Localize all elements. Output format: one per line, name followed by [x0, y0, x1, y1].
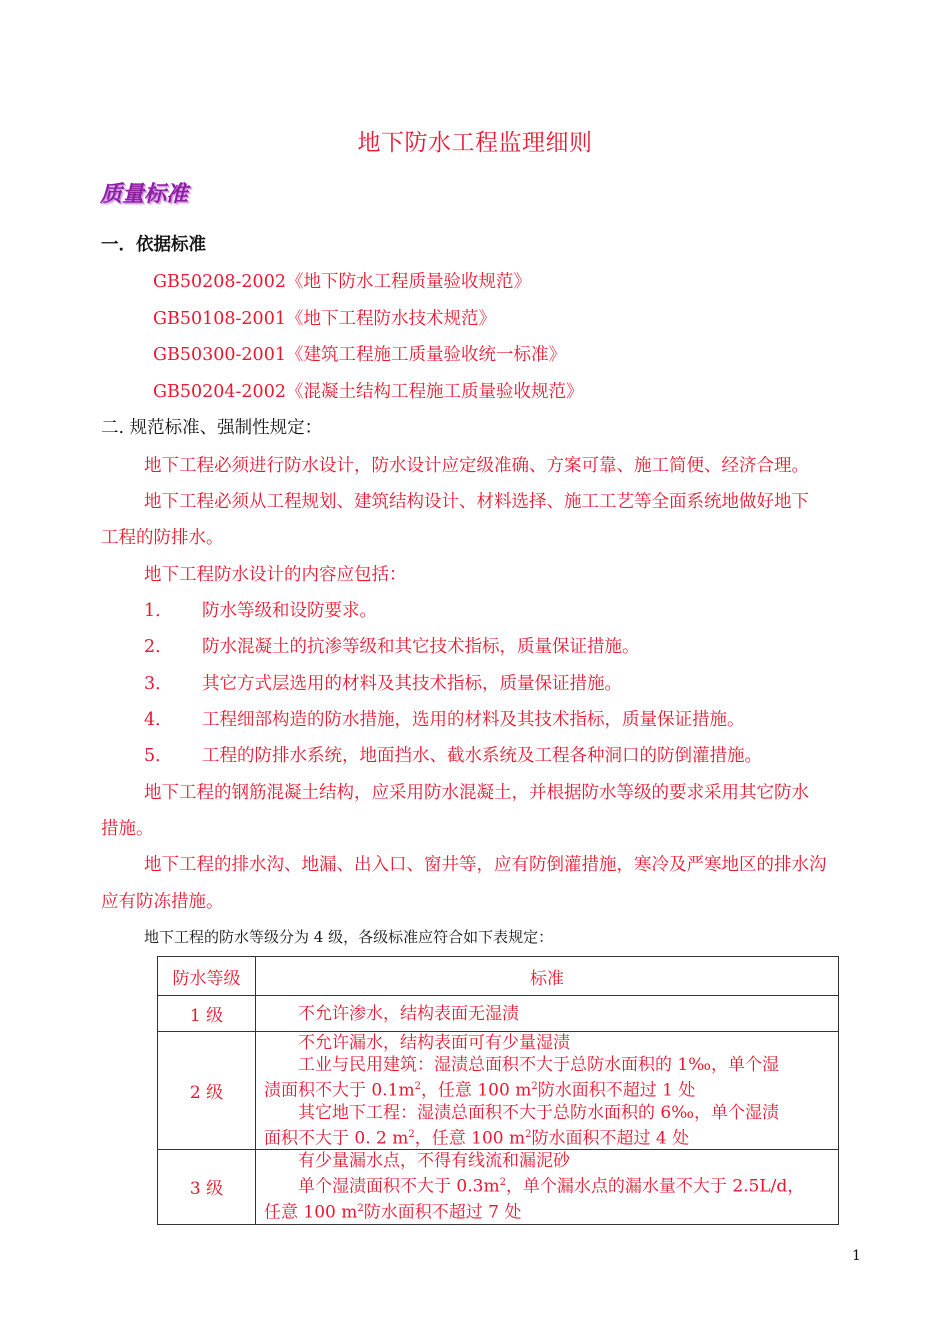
paragraph: 地下工程必须进行防水设计，防水设计应定级准确、方案可靠、施工简便、经济合理。: [144, 456, 809, 476]
standard-cell: [256, 1150, 839, 1224]
list-text: 其它方式层选用的材料及其技术指标，质量保证措施。: [202, 674, 622, 694]
standard-line: 任意 100 $m^2$防水面积不超过 7 处: [264, 1202, 522, 1223]
table-header-grade: 防水等级: [158, 957, 256, 996]
waterproof-grade-table: [157, 956, 839, 1225]
standard-cell: [256, 996, 839, 1032]
standard-line: 有少量漏水点，不得有线流和漏泥砂: [298, 1151, 570, 1172]
list-number: 2．: [144, 637, 173, 657]
standard-line: 工业与民用建筑：湿渍总面积不大于总防水面积的 1‰，单个湿: [298, 1055, 780, 1075]
section-heading: 质量标准: [100, 181, 189, 207]
list-text: 防水等级和设防要求。: [202, 601, 377, 621]
table-row: [158, 996, 839, 1032]
paragraph: 地下工程的排水沟、地漏、出入口、窗井等，应有防倒灌措施，寒冷及严寒地区的排水沟: [144, 855, 827, 875]
part1-heading: 一．依据标准: [101, 235, 206, 255]
grade-cell: 3 级: [158, 1150, 256, 1224]
page-title: 地下防水工程监理细则: [357, 130, 593, 156]
list-item: [144, 597, 377, 622]
paragraph-continued: 措施。: [101, 819, 154, 839]
standard-line: 不允许渗水，结构表面无湿渍: [298, 1003, 519, 1024]
list-item: [144, 742, 762, 767]
list-number: 1．: [144, 601, 173, 621]
grade-cell: 2 级: [158, 1032, 256, 1150]
list-text: 工程细部构造的防水措施，选用的材料及其技术指标，质量保证措施。: [202, 710, 745, 730]
table-header-standard: 标准: [256, 957, 839, 996]
standard-line: 不允许漏水，结构表面可有少量湿渍: [298, 1033, 570, 1053]
paragraph-continued: 应有防冻措施。: [101, 892, 224, 912]
standard-item: GB50108-2001《地下工程防水技术规范》: [153, 309, 496, 329]
paragraph: 地下工程必须从工程规划、建筑结构设计、材料选择、施工工艺等全面系统地做好地下: [144, 492, 809, 512]
standard-item: GB50300-2001《建筑工程施工质量验收统一标准》: [153, 345, 566, 365]
standard-line: 面积不大于 0. 2 $m^2$，任意 100 $m^2$防水面积不超过 4 处: [264, 1128, 690, 1149]
table-row: [158, 1150, 839, 1224]
table-intro: 地下工程的防水等级分为 4 级，各级标准应符合如下表规定：: [144, 928, 554, 946]
standard-item: GB50204-2002《混凝土结构工程施工质量验收规范》: [153, 382, 584, 402]
list-number: 4．: [144, 710, 173, 730]
standard-line: 渍面积不大于 $0.1m^2$，任意 100 $m^2$防水面积不超过 1 处: [264, 1080, 696, 1101]
list-number: 3．: [144, 674, 173, 694]
list-item: [144, 706, 745, 731]
standard-cell: [256, 1032, 839, 1150]
part2-heading: 二. 规范标准、强制性规定：: [101, 418, 323, 438]
list-text: 工程的防排水系统，地面挡水、截水系统及工程各种洞口的防倒灌措施。: [202, 746, 762, 766]
standard-line: 其它地下工程：湿渍总面积不大于总防水面积的 6‰，单个湿渍: [298, 1102, 780, 1123]
list-number: 5．: [144, 746, 173, 766]
paragraph-continued: 工程的防排水。: [101, 528, 224, 548]
paragraph: 地下工程防水设计的内容应包括：: [144, 565, 407, 585]
table-header-row: [158, 957, 839, 996]
table-row: [158, 1032, 839, 1150]
list-item: [144, 633, 640, 658]
standard-item: GB50208-2002《地下防水工程质量验收规范》: [153, 272, 531, 292]
page-number: 1: [852, 1248, 861, 1264]
grade-cell: 1 级: [158, 996, 256, 1032]
list-item: [144, 670, 622, 695]
paragraph: 地下工程的钢筋混凝土结构，应采用防水混凝土，并根据防水等级的要求采用其它防水: [144, 783, 809, 803]
standard-line: 单个湿渍面积不大于 $0.3m^2$，单个漏水点的漏水量不大于 2.5L/d，: [298, 1176, 805, 1197]
list-text: 防水混凝土的抗渗等级和其它技术指标，质量保证措施。: [202, 637, 640, 657]
